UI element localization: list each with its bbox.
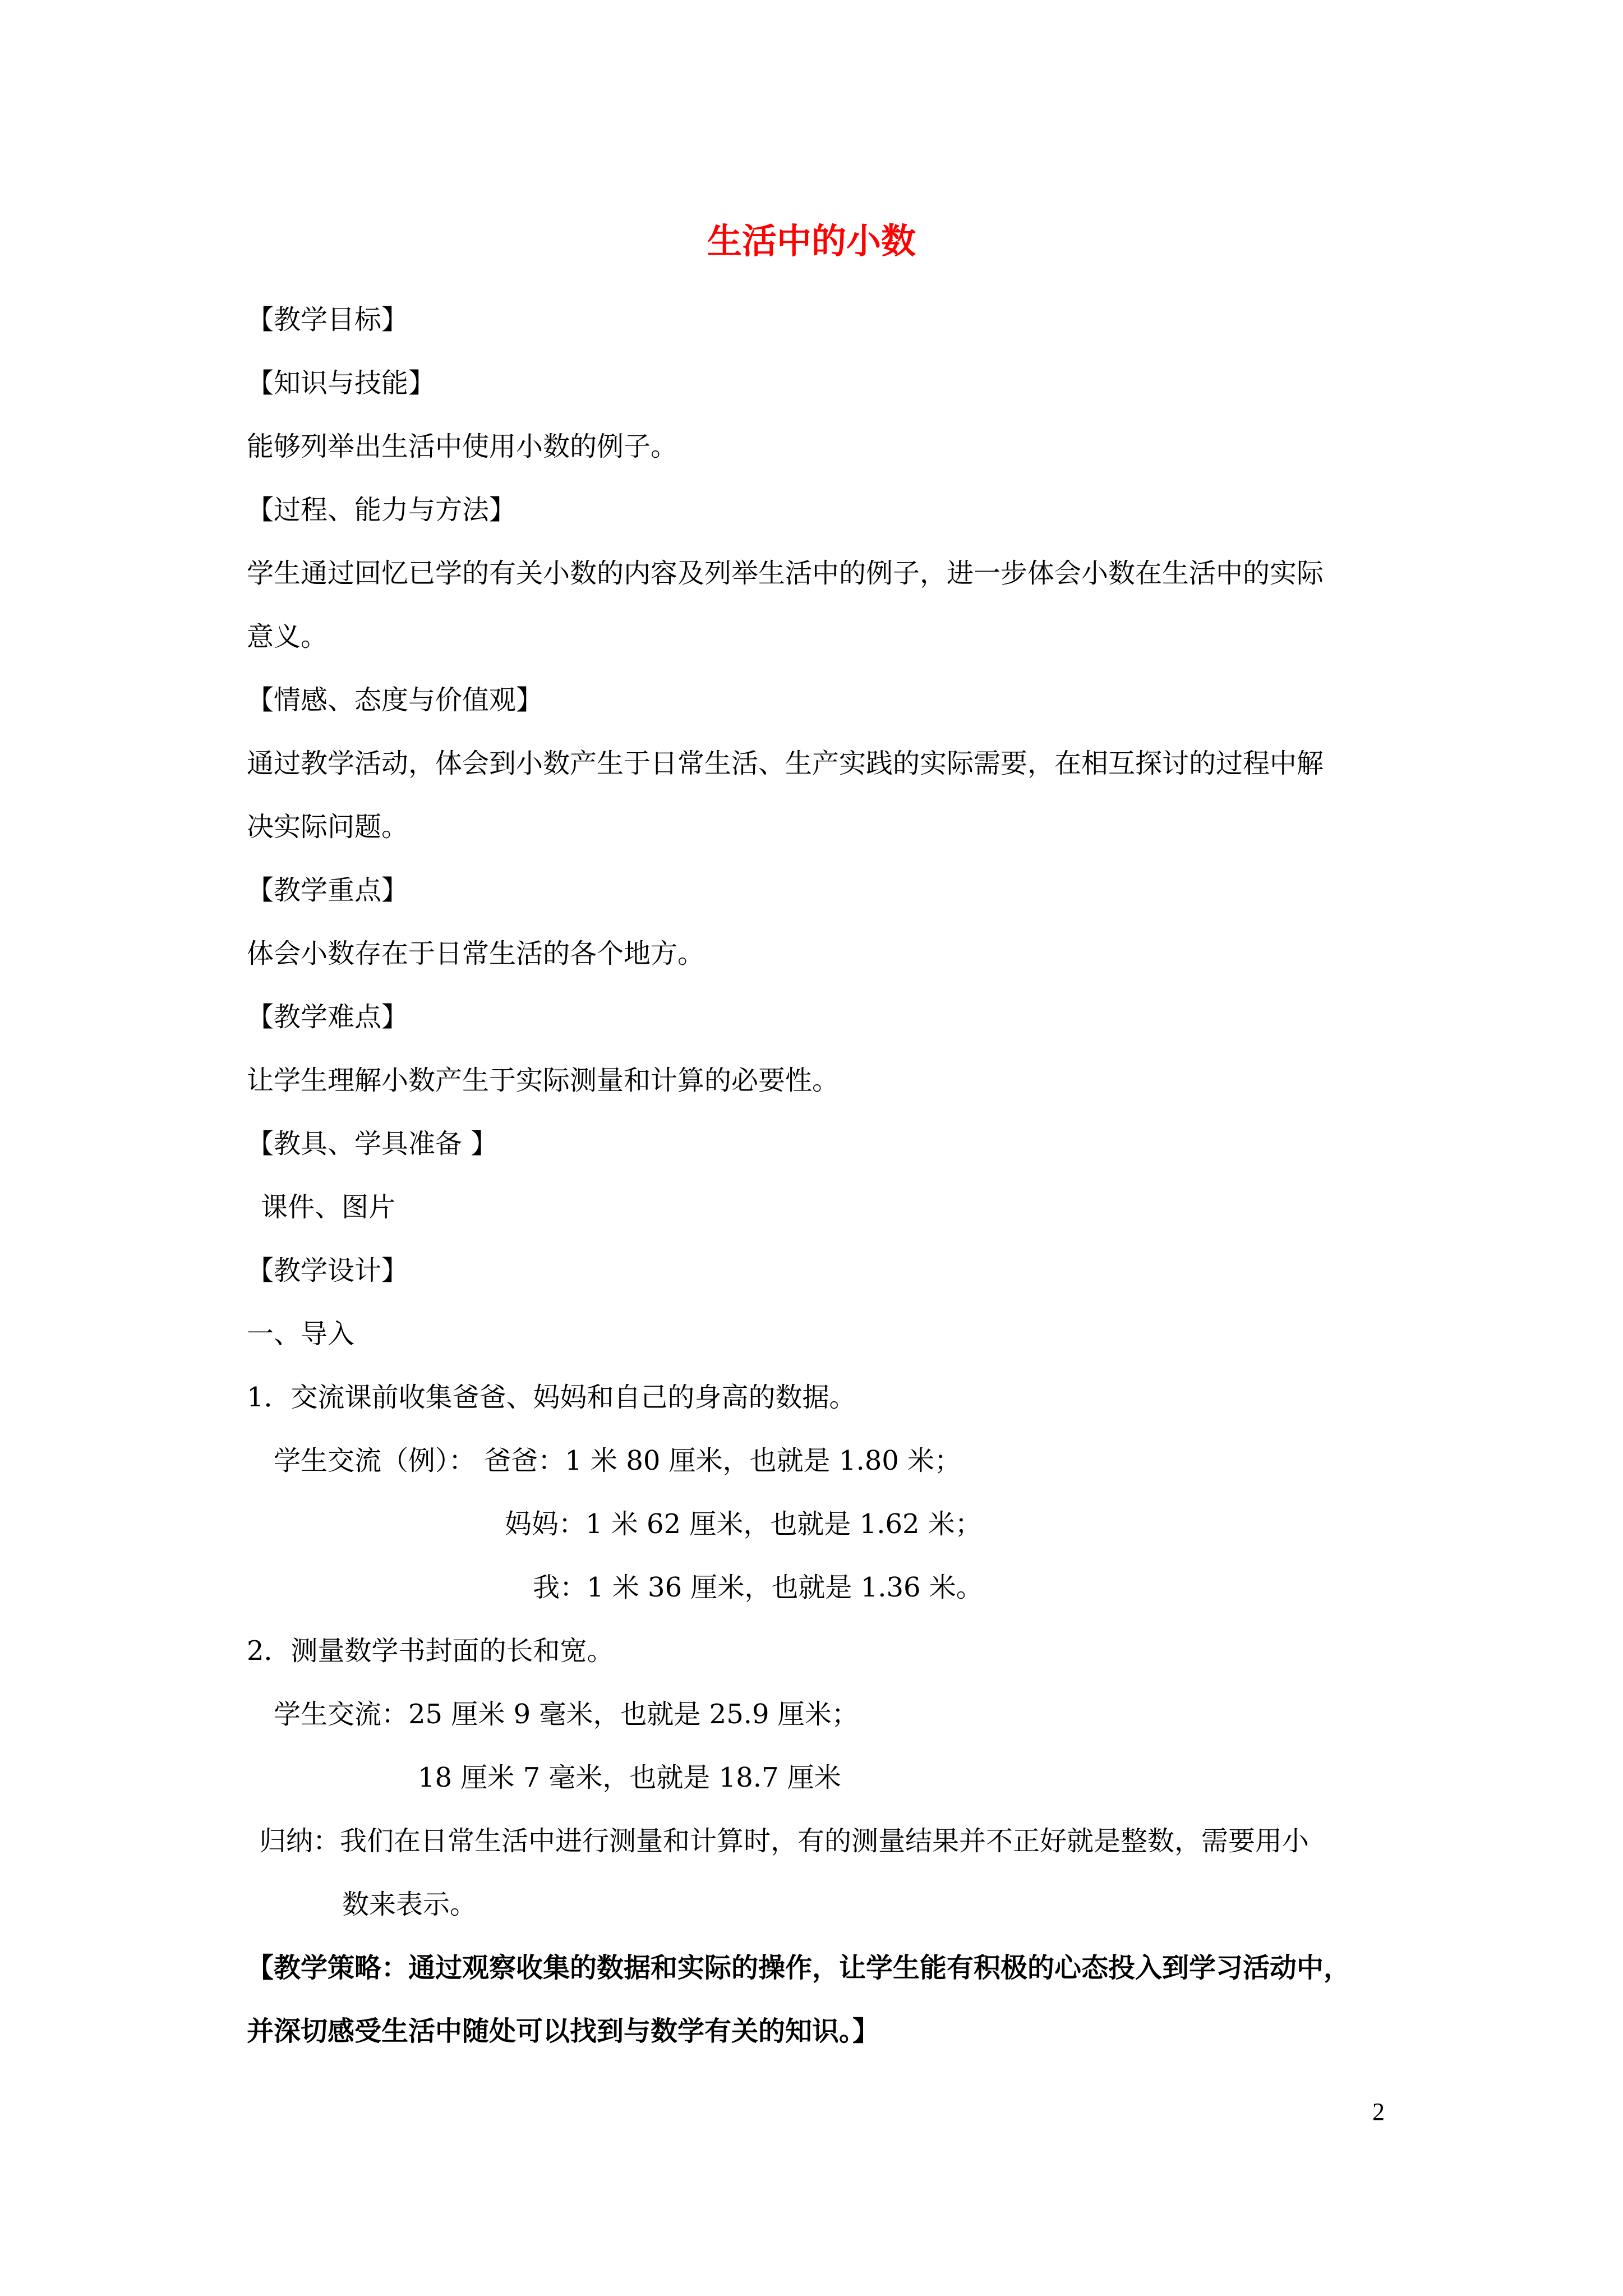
paragraph-text: 决实际问题。 [247,811,409,843]
example-line: 学生交流（例）： 爸爸：1 米 80 厘米，也就是 1.80 米； [274,1445,962,1476]
paragraph-text: 体会小数存在于日常生活的各个地方。 [247,938,705,969]
heading-knowledge-skills: 【知识与技能】 [247,367,436,399]
example-line: 我：1 米 36 厘米，也就是 1.36 米。 [533,1572,983,1603]
paragraph-text: 能够列举出生活中使用小数的例子。 [247,431,678,462]
strategy-note: 并深切感受生活中随处可以找到与数学有关的知识。】 [247,2016,880,2047]
summary-line: 数来表示。 [342,1889,477,1920]
paragraph-text: 让学生理解小数产生于实际测量和计算的必要性。 [247,1065,840,1096]
strategy-note: 【教学策略：通过观察收集的数据和实际的操作，让学生能有积极的心态投入到学习活动中， [247,1952,1351,1984]
heading-process-methods: 【过程、能力与方法】 [247,494,517,526]
section-heading: 一、导入 [247,1318,355,1350]
page-number: 2 [1372,2098,1385,2125]
paragraph-text: 学生通过回忆已学的有关小数的内容及列举生活中的例子，进一步体会小数在生活中的实际 [247,558,1324,589]
summary-line: 归纳：我们在日常生活中进行测量和计算时，有的测量结果并不正好就是整数，需要用小 [259,1825,1310,1857]
heading-difficulties: 【教学难点】 [247,1001,409,1033]
heading-teaching-goals: 【教学目标】 [247,304,409,335]
paragraph-text: 意义。 [247,621,328,652]
example-line: 18 厘米 7 毫米，也就是 18.7 厘米 [418,1762,841,1793]
example-line: 妈妈：1 米 62 厘米，也就是 1.62 米； [505,1508,982,1540]
heading-emotions-values: 【情感、态度与价值观】 [247,684,543,716]
list-item: 1．交流课前收集爸爸、妈妈和自己的身高的数据。 [247,1382,856,1413]
list-item: 2．测量数学书封面的长和宽。 [247,1635,614,1667]
document-title: 生活中的小数 [707,220,916,261]
example-line: 学生交流：25 厘米 9 毫米，也就是 25.9 厘米； [274,1699,859,1730]
heading-teaching-design: 【教学设计】 [247,1255,409,1286]
paragraph-text: 课件、图片 [261,1191,396,1223]
heading-key-points: 【教学重点】 [247,875,409,906]
paragraph-text: 通过教学活动，体会到小数产生于日常生活、生产实践的实际需要，在相互探讨的过程中解 [247,748,1324,779]
heading-teaching-aids: 【教具、学具准备 】 [247,1128,498,1159]
